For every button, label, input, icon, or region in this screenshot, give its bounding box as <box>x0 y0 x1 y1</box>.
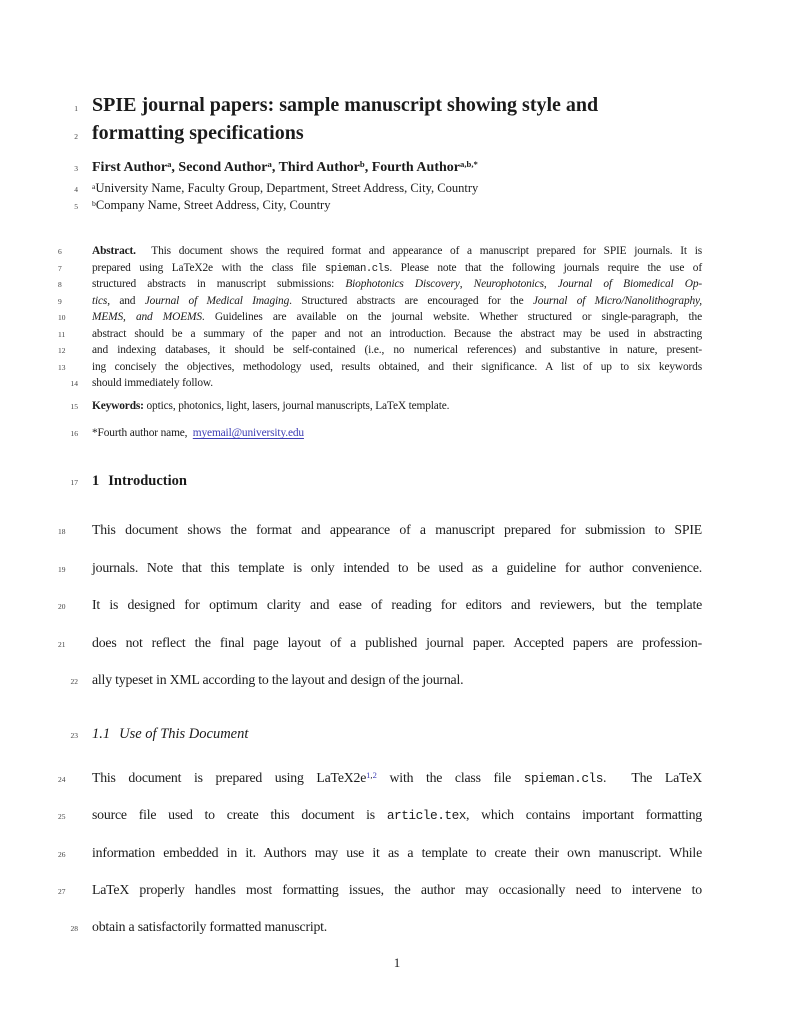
line-number-value: 20 <box>58 602 66 611</box>
text-segment: , Fourth Author <box>364 160 460 175</box>
text-segment: MEMS, and MOEMS <box>92 311 202 323</box>
text-segment: b <box>92 198 96 208</box>
text-segment: , which contains important formatting <box>466 807 702 822</box>
line-number-value: 9 <box>58 296 62 306</box>
text-segment: obtain a satisfactorily formatted manuscript. <box>92 919 328 934</box>
text-segment: , and <box>107 294 145 307</box>
text-segment: structured abstracts in manuscript submissions: <box>92 278 346 290</box>
corresponding-author-line <box>70 425 702 443</box>
authors-line <box>74 159 702 178</box>
text-segment: spieman.cls <box>523 771 603 786</box>
body-line <box>58 768 702 789</box>
line-number-value: 22 <box>70 677 78 686</box>
text-segment: This document shows the required format and appearance of a manuscript prepared for SPIE journals. It is <box>135 245 702 257</box>
line-number-value: 14 <box>70 379 78 388</box>
text-segment: . Structured abstracts are encouraged for the <box>289 294 533 307</box>
text-segment: should immediately follow. <box>92 377 213 389</box>
text-segment: article.tex <box>386 808 466 823</box>
line-number-value: 17 <box>70 478 78 487</box>
text-segment: . The LaTeX <box>602 770 702 785</box>
text-segment: optics, photonics, light, lasers, journal manuscripts, LaTeX template. <box>143 400 450 412</box>
text-segment: SPIE journal papers: sample manuscript showing style and <box>92 94 599 116</box>
subsection-heading <box>70 725 702 745</box>
text-segment: Introduction <box>108 473 187 489</box>
text-segment: b <box>359 159 365 170</box>
text-segment: spieman.cls <box>324 262 390 275</box>
body-line <box>58 805 702 826</box>
text-segment: Use of This Document <box>119 726 249 742</box>
email-link[interactable]: myemail@university.edu <box>192 427 304 439</box>
line-number-value: 16 <box>70 429 78 438</box>
text-segment: , Second Author <box>171 160 268 175</box>
text-segment: Biophotonics Discovery <box>345 278 460 290</box>
text-segment: information embedded in it. Authors may use it as a template to create their own manuscript. While <box>92 845 702 860</box>
text-segment: This document shows the format and appearance of a manuscript prepared for submission to SPIE <box>92 522 702 537</box>
citation-link[interactable]: 2 <box>372 770 377 781</box>
affiliation-line <box>74 197 702 215</box>
line-number-value: 28 <box>70 924 78 933</box>
line-number-value: 18 <box>58 527 66 536</box>
line-number-value: 7 <box>58 263 62 273</box>
text-segment: and indexing databases, it should be self-contained (i.e., no numerical references) and substantive in nature, present- <box>92 344 702 356</box>
text-segment: a <box>92 181 96 191</box>
text-segment: *Fourth author name, <box>92 427 193 439</box>
abstract-line <box>70 375 702 393</box>
abstract-line <box>58 309 702 327</box>
text-segment: It is designed for optimum clarity and ease of reading for editors and reviewers, but the template <box>92 597 702 612</box>
line-number-value: 10 <box>58 313 66 322</box>
text-segment: ing concisely the objectives, methodology used, results obtained, and their significance. A list of up to six keywords <box>92 360 702 373</box>
text-segment: LaTeX properly handles most formatting issues, the author may occasionally need to intervene to <box>92 882 702 897</box>
body-line <box>58 520 702 541</box>
title-line <box>74 120 702 150</box>
text-segment: source file used to create this document is <box>92 807 387 822</box>
text-segment: a <box>167 159 172 170</box>
line-number-value: 1 <box>74 104 78 113</box>
text-segment: , Third Author <box>271 160 360 175</box>
text-segment: with the class file <box>376 770 524 785</box>
text-segment: . Guidelines are available on the journal website. Whether structured or single-paragraph, the <box>201 311 702 323</box>
body-line <box>58 558 702 579</box>
text-segment: abstract should be a summary of the paper and not an introduction. Because the abstract may be used in abstracting <box>92 327 702 340</box>
text-segment: This document is prepared using LaTeX2e <box>92 770 367 785</box>
text-segment: Keywords: <box>92 400 144 412</box>
text-segment: , <box>459 278 474 290</box>
abstract-line <box>58 243 702 261</box>
text-segment: formatting specifications <box>92 122 304 144</box>
line-number-value: 23 <box>70 731 78 740</box>
text-segment: does not reflect the final page layout of a published journal paper. Accepted papers are profession- <box>92 635 702 650</box>
text-segment: prepared using LaTeX2e with the class file <box>92 261 325 274</box>
line-number-value: 26 <box>58 850 66 859</box>
text-segment: journals. Note that this template is only intended to be used as a guideline for author convenience. <box>92 560 702 575</box>
affiliation-line <box>74 180 702 198</box>
abstract-line <box>58 359 702 377</box>
line-number-value: 11 <box>58 329 66 339</box>
text-segment: . Please note that the following journals require the use of <box>389 261 702 274</box>
title-line <box>74 92 702 122</box>
body-line <box>58 633 702 654</box>
abstract-line <box>58 260 702 278</box>
keywords-line <box>70 398 702 416</box>
text-segment: Abstract. <box>92 245 136 257</box>
body-line <box>58 595 702 616</box>
text-segment: University Name, Faculty Group, Department, Street Address, City, Country <box>95 181 479 195</box>
text-segment: tics <box>92 294 108 307</box>
abstract-line <box>58 326 702 344</box>
line-number-value: 15 <box>70 402 78 411</box>
abstract-line <box>58 342 702 360</box>
line-number-value: 13 <box>58 362 66 372</box>
abstract-line <box>58 276 703 294</box>
text-segment: First Author <box>92 160 168 175</box>
line-number-value: 4 <box>74 185 78 194</box>
text-segment: Journal of Medical Imaging <box>144 294 290 307</box>
text-segment: ally typeset in XML according to the layout and design of the journal. <box>92 672 464 687</box>
body-line <box>58 880 702 901</box>
text-segment: Journal of Biomedical Op- <box>557 278 703 290</box>
line-number-value: 21 <box>58 640 66 649</box>
text-segment: a <box>267 159 272 170</box>
citation-link[interactable]: 1 <box>366 770 371 781</box>
section-heading <box>70 472 702 492</box>
text-segment: 1.1 <box>92 726 111 742</box>
abstract-line <box>58 293 703 311</box>
body-line <box>70 670 702 691</box>
line-number-value: 27 <box>58 887 66 896</box>
line-number-value: 5 <box>74 202 78 211</box>
text-segment: Journal of Micro/Nanolithography, <box>532 294 703 307</box>
line-number-value: 19 <box>58 565 66 574</box>
text-segment: a,b,* <box>460 159 478 170</box>
text-segment: 1 <box>92 473 100 489</box>
line-number-value: 3 <box>74 164 78 173</box>
text-segment: Neurophotonics <box>473 278 544 290</box>
text-segment: , <box>543 278 558 290</box>
line-number-value: 8 <box>58 280 62 289</box>
line-number-value: 12 <box>58 346 66 355</box>
body-line <box>58 843 702 864</box>
page-number: 1 <box>393 955 401 970</box>
text-segment: , <box>370 770 373 781</box>
line-number-value: 25 <box>58 812 66 821</box>
line-number-value: 6 <box>58 247 62 256</box>
line-number-value: 24 <box>58 775 66 784</box>
line-number-value: 2 <box>74 132 78 141</box>
text-segment: Company Name, Street Address, City, Country <box>95 198 331 212</box>
body-line <box>70 917 702 938</box>
